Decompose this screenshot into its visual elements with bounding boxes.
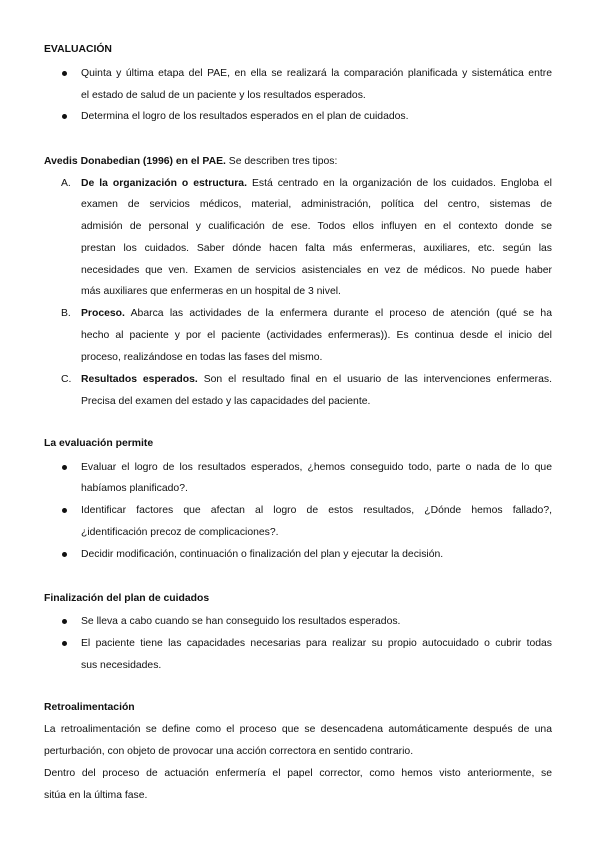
retro-line-2: perturbación, con objeto de provocar una acción correctora en sentido contrario.: [44, 746, 414, 757]
evaluacion-bullet-2-line-1: Determina el logro de los resultados esperados en el plan de cuidados.: [81, 111, 409, 122]
donabedian-item-c-title: Resultados esperados.: [81, 374, 198, 385]
permite-bullet-3-line-1: Decidir modificación, continuación o finalización del plan y ejecutar la decisión.: [81, 549, 444, 560]
bullet-icon: [62, 71, 67, 76]
finalizacion-bullet-2-line-2: sus necesidades.: [81, 660, 162, 671]
donabedian-item-b-line-2: hecho al paciente y por el paciente (actividades enfermeras)). Es continua desde el inicio del: [81, 330, 552, 341]
donabedian-item-b-text: Abarca las actividades de la enfermera durante el proceso de atención (qué se ha: [130, 308, 552, 319]
permite-bullet-2-line-2: ¿identificación precoz de complicaciones?.: [81, 527, 279, 538]
donabedian-item-b-title: Proceso.: [81, 308, 125, 319]
donabedian-item-a-line-4: prestan los cuidados. Saber dónde hacen falta más enfermeras, auxiliares, etc. según las: [81, 243, 552, 254]
donabedian-item-a-line-6: más auxiliares que enfermeras en un hospital de 3 nivel.: [81, 286, 341, 297]
donabedian-item-a-text: Está centrado en la organización de los cuidados. Engloba el: [251, 178, 552, 189]
bullet-icon: [62, 465, 67, 470]
bullet-icon: [62, 114, 67, 119]
bullet-icon: [62, 619, 67, 624]
section-heading-evaluacion: EVALUACIÓN: [44, 44, 112, 55]
donabedian-item-c-line-1: [81, 373, 552, 386]
bullet-icon: [62, 641, 67, 646]
permite-bullet-1-line-1: Evaluar el logro de los resultados esperados, ¿hemos conseguido todo, parte o nada de lo que: [81, 462, 552, 473]
donabedian-item-b-line-1: [81, 307, 552, 320]
donabedian-item-a-line-1: [81, 177, 552, 190]
bullet-icon: [62, 552, 67, 557]
section-heading-permite: La evaluación permite: [44, 438, 154, 449]
donabedian-item-a-title: De la organización o estructura.: [81, 178, 247, 189]
item-marker: A.: [61, 178, 71, 189]
retro-line-1: La retroalimentación se define como el proceso que se desencadena automáticamente después de una: [44, 724, 552, 735]
item-marker: C.: [61, 374, 72, 385]
retro-line-4: sitúa en la última fase.: [44, 790, 148, 801]
item-marker: B.: [61, 308, 71, 319]
finalizacion-bullet-2-line-1: El paciente tiene las capacidades necesarias para realizar su propio autocuidado o cubrir todas: [81, 638, 552, 649]
donabedian-item-b-line-3: proceso, realizándose en todas las fases del mismo.: [81, 352, 323, 363]
donabedian-heading-line: [44, 155, 337, 168]
donabedian-item-c-text: Son el resultado final en el usuario de las intervenciones enfermeras.: [203, 374, 553, 385]
donabedian-item-c-line-2: Precisa del examen del estado y las capacidades del paciente.: [81, 396, 371, 407]
donabedian-item-a-line-2: examen de servicios médicos, material, administración, política del centro, sistemas de: [81, 199, 552, 210]
section-heading-retro: Retroalimentación: [44, 702, 135, 713]
retro-line-3: Dentro del proceso de actuación enfermería el papel corrector, como hemos visto anteriormente, se: [44, 768, 552, 779]
donabedian-item-a-line-3: admisión de personal y cualificación de ese. Todos ellos influyen en el contexto donde se: [81, 221, 552, 232]
donabedian-heading: Avedis Donabedian (1996) en el PAE.: [44, 156, 226, 167]
permite-bullet-1-line-2: habíamos planificado?.: [81, 483, 188, 494]
section-heading-finalizacion: Finalización del plan de cuidados: [44, 593, 210, 604]
bullet-icon: [62, 508, 67, 513]
donabedian-item-a-line-5: necesidades que ven. Examen de servicios asistenciales en vez de médicos. No puede haber: [81, 265, 552, 276]
permite-bullet-2-line-1: Identificar factores que afectan al logro de estos resultados, ¿Dónde hemos fallado?,: [81, 505, 552, 516]
donabedian-intro: Se describen tres tipos:: [228, 156, 338, 167]
evaluacion-bullet-1-line-2: el estado de salud de un paciente y los resultados esperados.: [81, 90, 366, 101]
finalizacion-bullet-1-line-1: Se lleva a cabo cuando se han conseguido los resultados esperados.: [81, 616, 401, 627]
evaluacion-bullet-1-line-1: Quinta y última etapa del PAE, en ella se realizará la comparación planificada y sistemática entre: [81, 68, 552, 79]
